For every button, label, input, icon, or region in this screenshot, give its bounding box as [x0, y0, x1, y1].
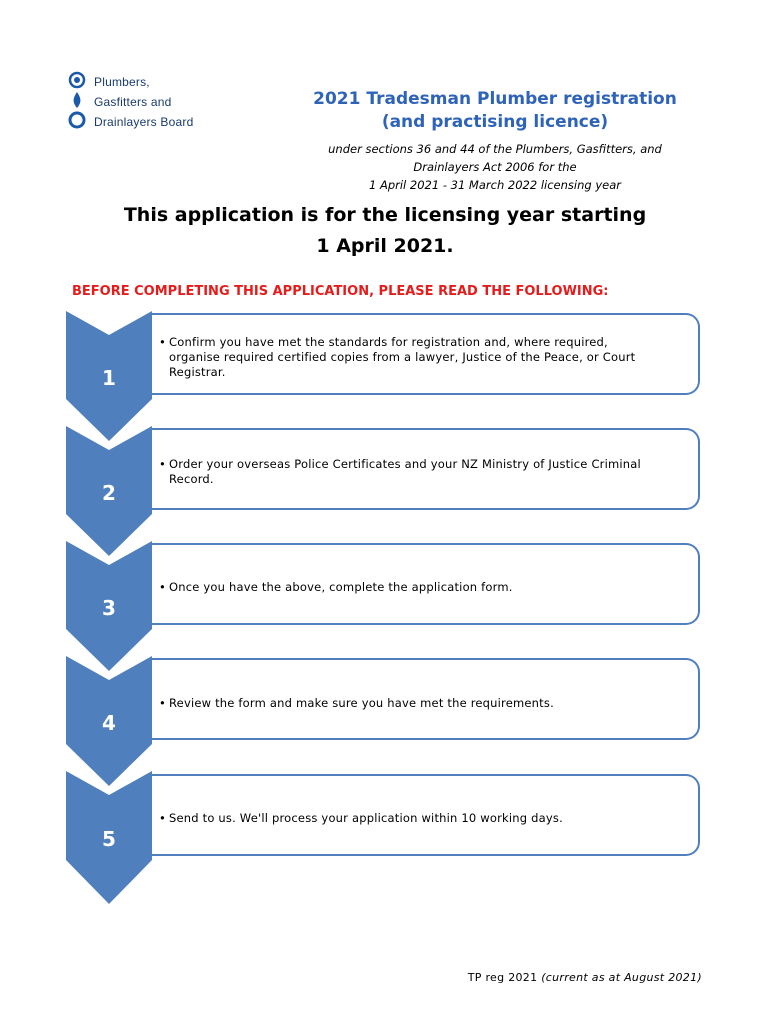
- step-text: [159, 811, 680, 826]
- bullet: •: [159, 811, 166, 825]
- step-text: [159, 580, 680, 595]
- title-line: (and practising licence): [381, 112, 609, 132]
- step-text: [159, 696, 680, 711]
- subtitle-line: 1 April 2021 - 31 March 2022 licensing year: [369, 178, 621, 192]
- footer-reference: [468, 971, 702, 984]
- step-line: Registrar.: [169, 365, 226, 379]
- title-line: 2021 Tradesman Plumber registration: [313, 89, 677, 109]
- step-line: organise required certified copies from a lawyer, Justice of the Peace, or Court: [169, 350, 636, 364]
- step-line: Confirm you have met the standards for registration and, where required,: [169, 335, 608, 349]
- heading-line: 1 April 2021.: [316, 235, 454, 257]
- logo-line: Drainlayers Board: [94, 115, 194, 129]
- step-box-2: [152, 428, 700, 510]
- step-number: 5: [102, 827, 116, 851]
- step-number: 2: [102, 481, 116, 505]
- bullet: •: [159, 457, 166, 471]
- step-text: [159, 335, 680, 380]
- heading-line: This application is for the licensing year starting: [123, 204, 647, 226]
- bullet: •: [159, 335, 166, 349]
- step-line: Order your overseas Police Certificates and your NZ Ministry of Justice Criminal: [169, 457, 641, 471]
- step-box-4: [152, 658, 700, 740]
- step-number: 1: [102, 366, 116, 390]
- logo-line: Gasfitters and: [94, 95, 172, 109]
- footer-note: (current as at August 2021): [541, 971, 702, 984]
- bullet: •: [159, 580, 166, 594]
- step-box-5: [152, 774, 700, 856]
- bullet: •: [159, 696, 166, 710]
- subtitle-line: Drainlayers Act 2006 for the: [413, 160, 577, 174]
- step-line: Record.: [169, 472, 214, 486]
- step-box-1: [152, 313, 700, 395]
- step-line: Send to us. We'll process your application within 10 working days.: [169, 811, 563, 825]
- logo-line: Plumbers,: [94, 75, 150, 89]
- subtitle-line: under sections 36 and 44 of the Plumbers, Gasfitters, and: [328, 142, 662, 156]
- step-line: Once you have the above, complete the application form.: [169, 580, 513, 594]
- step-text: [159, 457, 680, 487]
- step-number: 3: [102, 596, 116, 620]
- step-line: Review the form and make sure you have met the requirements.: [169, 696, 554, 710]
- footer-code: TP reg 2021: [467, 971, 538, 984]
- before-completing-heading: BEFORE COMPLETING THIS APPLICATION, PLEASE READ THE FOLLOWING:: [72, 284, 609, 299]
- step-number: 4: [102, 711, 116, 735]
- step-box-3: [152, 543, 700, 625]
